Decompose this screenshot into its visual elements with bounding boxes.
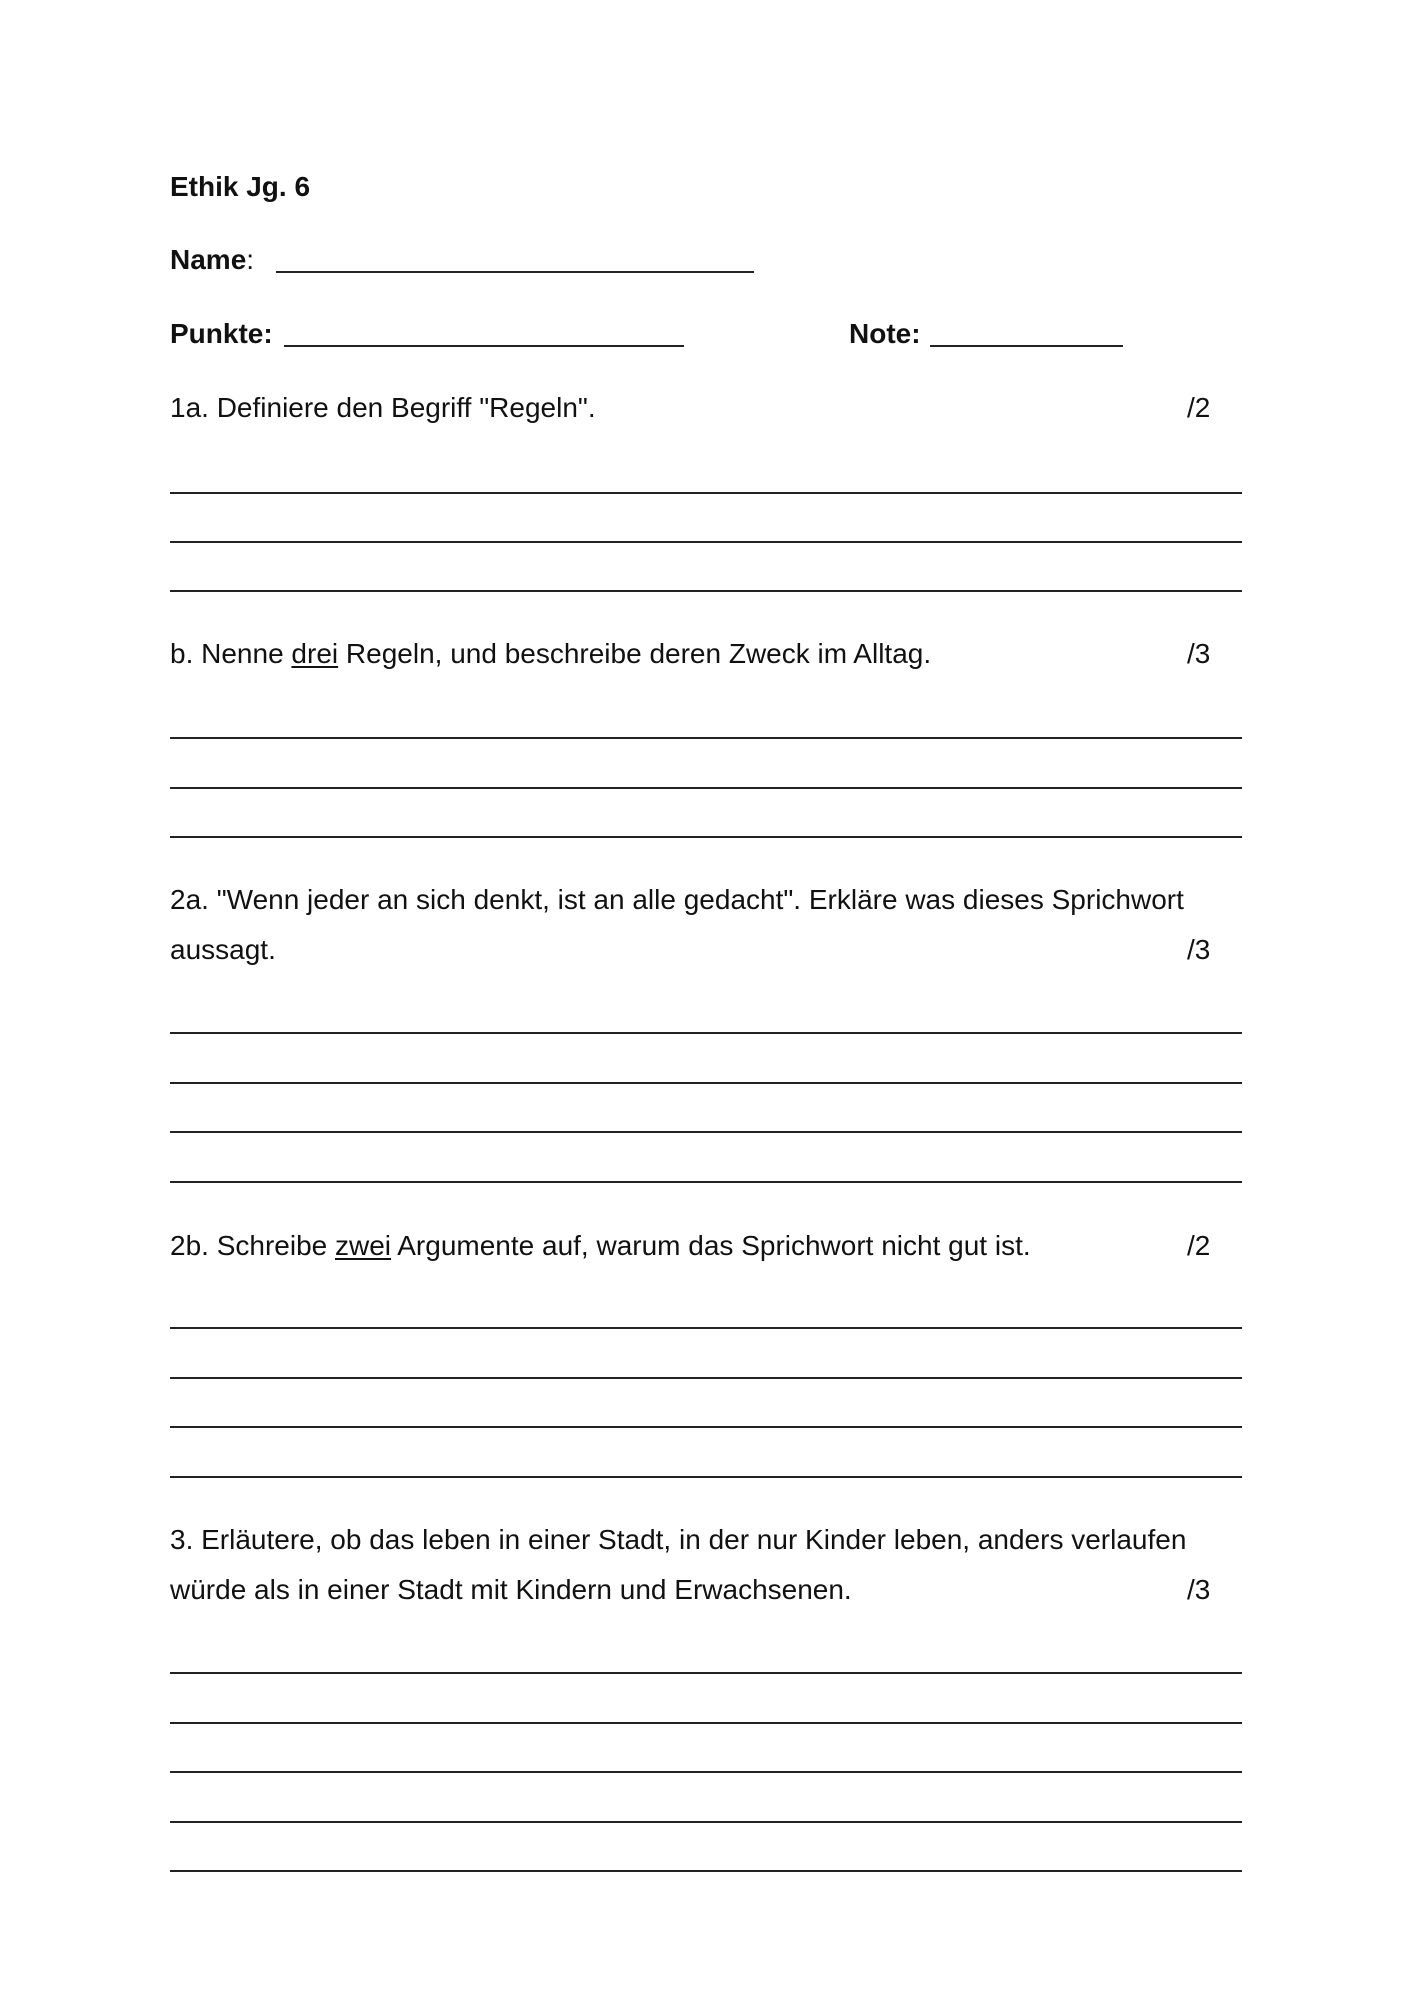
task-2b-answer-line[interactable]: [170, 1377, 1242, 1379]
task-1a-question: 1a. Definiere den Begriff "Regeln".: [170, 392, 596, 423]
task-3-question-line1: 3. Erläutere, ob das leben in einer Stadt, in der nur Kinder leben, anders verlaufen: [170, 1524, 1187, 1555]
task-2a-points: /3: [1187, 934, 1211, 965]
task-1b-answer-line[interactable]: [170, 787, 1242, 789]
task-3-points: /3: [1187, 1574, 1211, 1605]
task-1a-points: /2: [1187, 392, 1211, 423]
task-2b-question: [170, 1229, 1031, 1263]
task-3-answer-line[interactable]: [170, 1870, 1242, 1872]
task-2b-text-start: 2b. Schreibe: [170, 1230, 335, 1261]
points-field[interactable]: [284, 345, 684, 347]
name-label-text: Name: [170, 244, 247, 275]
task-1a-answer-line[interactable]: [170, 541, 1242, 543]
points-label: Punkte:: [170, 318, 273, 349]
worksheet-title: Ethik Jg. 6: [170, 171, 311, 202]
task-3-question-line2: würde als in einer Stadt mit Kindern und Erwachsenen.: [170, 1574, 852, 1605]
task-2a-question-line2: aussagt.: [170, 934, 276, 965]
task-3-answer-line[interactable]: [170, 1672, 1242, 1674]
task-1b-emphasis: drei: [291, 638, 339, 669]
task-2b-points: /2: [1187, 1230, 1211, 1261]
name-field[interactable]: [276, 271, 754, 273]
task-2b-emphasis: zwei: [335, 1230, 392, 1261]
task-1b-text-start: b. Nenne: [170, 638, 292, 669]
task-1b-question: [170, 637, 931, 671]
task-2b-answer-line[interactable]: [170, 1327, 1242, 1329]
task-1a-answer-line[interactable]: [170, 492, 1242, 494]
task-1b-answer-line[interactable]: [170, 737, 1242, 739]
task-2b-text-end: Argumente auf, warum das Sprichwort nicht gut ist.: [391, 1230, 1031, 1261]
task-1b-answer-line[interactable]: [170, 836, 1242, 838]
grade-field[interactable]: [930, 345, 1123, 347]
name-label-colon: :: [246, 244, 255, 275]
task-3-answer-line[interactable]: [170, 1821, 1242, 1823]
task-2b-answer-line[interactable]: [170, 1426, 1242, 1428]
task-1a-answer-line[interactable]: [170, 590, 1242, 592]
task-2a-answer-line[interactable]: [170, 1032, 1242, 1034]
task-1b-points: /3: [1187, 638, 1211, 669]
task-1b-text-end: Regeln, und beschreibe deren Zweck im Alltag.: [338, 638, 932, 669]
task-3-answer-line[interactable]: [170, 1771, 1242, 1773]
task-2b-answer-line[interactable]: [170, 1476, 1242, 1478]
task-2a-answer-line[interactable]: [170, 1131, 1242, 1133]
grade-label: Note:: [849, 318, 921, 349]
task-2a-question-line1: 2a. "Wenn jeder an sich denkt, ist an alle gedacht". Erkläre was dieses Sprichwort: [170, 884, 1184, 915]
task-2a-answer-line[interactable]: [170, 1082, 1242, 1084]
name-label: [170, 243, 254, 277]
task-3-answer-line[interactable]: [170, 1722, 1242, 1724]
task-2a-answer-line[interactable]: [170, 1181, 1242, 1183]
